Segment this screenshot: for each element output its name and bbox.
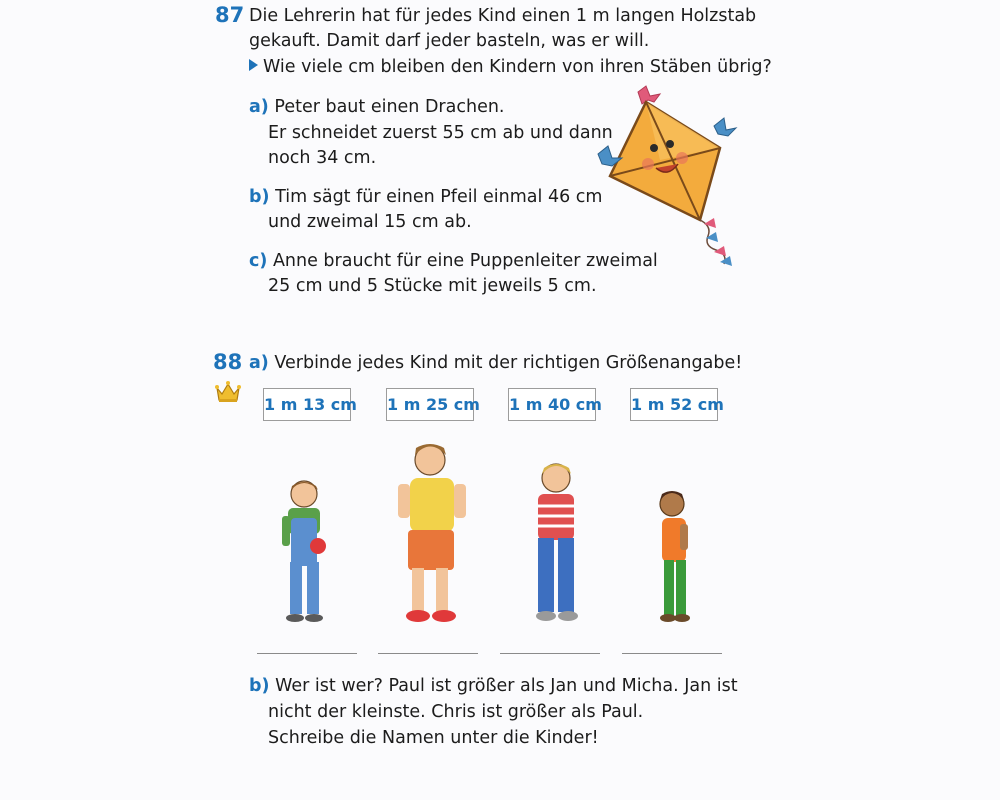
exercise-number-88: 88 xyxy=(213,350,243,374)
child-illustration-3[interactable] xyxy=(528,460,588,626)
ex87-intro-line-1: Die Lehrerin hat für jedes Kind einen 1 m langen Holzstab xyxy=(249,6,757,26)
child-illustration-2[interactable] xyxy=(384,440,479,626)
answer-line-2[interactable] xyxy=(378,653,478,654)
ex87-c-line-2: 25 cm und 5 Stücke mit jeweils 5 cm. xyxy=(268,276,597,296)
ex88-a-text: Verbinde jedes Kind mit der richtigen Größenangabe! xyxy=(274,353,743,373)
item-label-a: a) xyxy=(249,97,269,117)
ex88-part-b xyxy=(249,675,738,697)
ex87-item-b xyxy=(249,186,602,208)
height-box-1[interactable]: 1 m 13 cm xyxy=(263,388,351,421)
crown-icon xyxy=(214,380,242,404)
height-box-2[interactable]: 1 m 25 cm xyxy=(386,388,474,421)
child-illustration-1[interactable] xyxy=(276,476,336,626)
item-label-88b: b) xyxy=(249,676,270,696)
answer-line-4[interactable] xyxy=(622,653,722,654)
ex87-b-line-2: und zweimal 15 cm ab. xyxy=(268,212,472,232)
ex88-b-line-2: nicht der kleinste. Chris ist größer als Paul. xyxy=(268,702,644,722)
height-box-4[interactable]: 1 m 52 cm xyxy=(630,388,718,421)
ex87-question xyxy=(249,56,772,78)
ex88-part-a xyxy=(249,352,742,374)
exercise-number-87: 87 xyxy=(215,3,245,27)
kite-illustration xyxy=(596,86,771,271)
item-label-c: c) xyxy=(249,251,268,271)
ex87-b-line-1: Tim sägt für einen Pfeil einmal 46 cm xyxy=(275,187,603,207)
ex87-a-line-1: Peter baut einen Drachen. xyxy=(274,97,505,117)
ex87-question-text: Wie viele cm bleiben den Kindern von ihren Stäben übrig? xyxy=(263,57,772,77)
ex88-b-line-1: Wer ist wer? Paul ist größer als Jan und Micha. Jan ist xyxy=(275,676,738,696)
child-illustration-4[interactable] xyxy=(650,488,700,626)
height-box-3[interactable]: 1 m 40 cm xyxy=(508,388,596,421)
play-triangle-icon xyxy=(249,59,258,71)
ex87-item-a xyxy=(249,96,505,118)
ex87-c-line-1: Anne braucht für eine Puppenleiter zweimal xyxy=(272,251,658,271)
ex87-a-line-3: noch 34 cm. xyxy=(268,148,377,168)
ex87-a-line-2: Er schneidet zuerst 55 cm ab und dann xyxy=(268,123,613,143)
answer-line-3[interactable] xyxy=(500,653,600,654)
item-label-b: b) xyxy=(249,187,270,207)
item-label-88a: a) xyxy=(249,353,269,373)
answer-line-1[interactable] xyxy=(257,653,357,654)
ex87-intro-line-2: gekauft. Damit darf jeder basteln, was er will. xyxy=(249,31,650,51)
ex88-b-line-3: Schreibe die Namen unter die Kinder! xyxy=(268,728,599,748)
